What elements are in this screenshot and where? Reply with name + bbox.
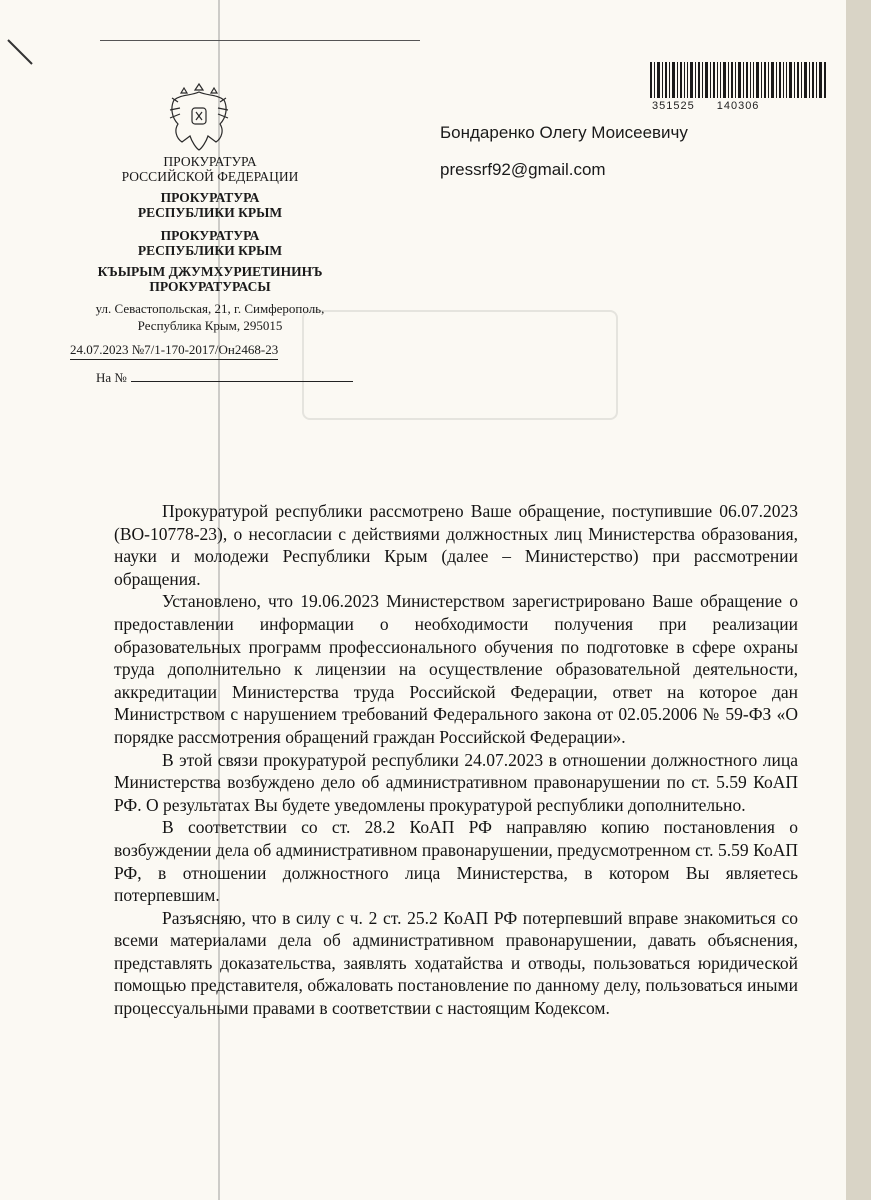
letter-body [114,500,798,1020]
body-paragraph-4: В соответствии со ст. 28.2 КоАП РФ направляю копию постановления о возбуждении дела об административном правонарушении, предусмотренном ст. 5.59 КоАП РФ, в отношении должностного лица Министерства, в котором Вы являетесь потерпевшим. [114,817,798,906]
org-rk-line1: ПРОКУРАТУРА [160,190,260,205]
coat-of-arms-icon [160,78,238,156]
recipient-name: Бондаренко Олегу Моисеевичу [440,123,688,142]
org-name-crimean-tatar [60,264,360,294]
reference-number-field [96,370,353,386]
org-ct-line1: КЪЫРЫМ ДЖУМХУРИЕТИНИНЪ [97,264,323,279]
reference-blank [131,370,353,382]
body-paragraph-2: Установлено, что 19.06.2023 Министерством зарегистрировано Ваше обращение о предоставлении информации о необходимости получения при реализации образовательных программ профессионального обучения по подготовке в сфере охраны труда дополнительно к лицензии на осуществление образовательной деятельности, аккредитации Министерства труда Российской Федерации, ответ на которое дан Министрством с нарушением требований Федерального закона от 02.05.2006 № 59-ФЗ «О порядке рассмотрения обращений граждан Российской Федерации». [114,591,798,747]
org-address [60,300,360,334]
pen-mark-icon [6,38,36,68]
barcode-number [652,100,832,112]
body-paragraph-5: Разъясняю, что в силу с ч. 2 ст. 25.2 КоАП РФ потерпевший вправе знакомиться со всеми материалами дела об административном правонарушении, давать объяснения, представлять доказательства, заявлять ходатайства и отводы, пользоваться юридической помощью представителя, обжаловать постановление по данному делу, пользоваться иными процессуальными правами в соответствии с настоящим Кодексом. [114,907,798,1019]
org-name-rk-2 [60,228,360,258]
org-rf-line2: РОССИЙСКОЙ ФЕДЕРАЦИИ [121,169,299,184]
reference-label: На № [96,370,127,385]
address-line1: ул. Севастопольская, 21, г. Симферополь, [95,301,325,316]
org-name-rf [60,154,360,184]
address-line2: Республика Крым, 295015 [137,318,283,333]
barcode-part2: 140306 [716,100,760,112]
org-rk-line2: РЕСПУБЛИКИ КРЫМ [137,205,283,220]
org-name-rk [60,190,360,220]
body-paragraph-1: Прокуратурой республики рассмотрено Ваше обращение, поступившие 06.07.2023 (ВО-10778-23), о несогласии с действиями должностных лиц Министерства образования, науки и молодежи Республики Крым (далее – Министерство) при рассмотрении обращения. [114,501,798,589]
org-rk2-line1: ПРОКУРАТУРА [160,228,260,243]
top-divider [100,40,420,41]
barcode-part1: 351525 [652,100,695,112]
org-rk2-line2: РЕСПУБЛИКИ КРЫМ [137,243,283,258]
page-edge [846,0,871,1200]
body-paragraph-3: В этой связи прокуратурой республики 24.07.2023 в отношении должностного лица Министерства возбуждено дело об административном правонарушении по ст. 5.59 КоАП РФ. О результатах Вы будете уведомлены прокуратурой республики дополнительно. [114,749,798,815]
barcode-icon [650,62,830,98]
recipient-email: pressrf92@gmail.com [440,160,606,179]
registration-number: 24.07.2023 №7/1-170-2017/Он2468-23 [70,342,278,360]
org-ct-line2: ПРОКУРАТУРАСЫ [149,279,271,294]
org-rf-line1: ПРОКУРАТУРА [163,154,257,169]
